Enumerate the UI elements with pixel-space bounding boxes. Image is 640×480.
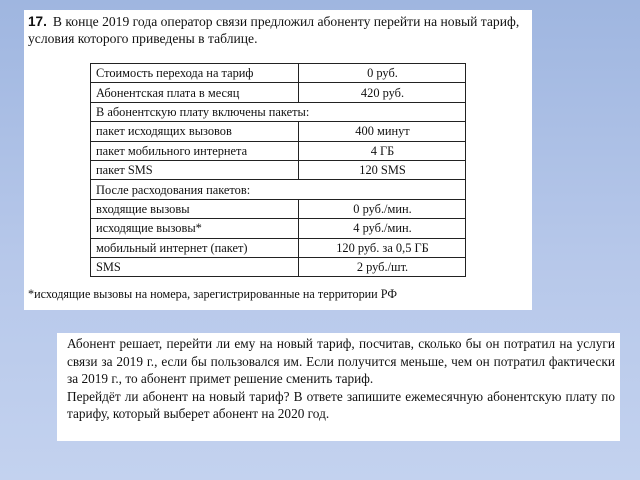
table-row xyxy=(91,219,466,238)
table-row xyxy=(91,141,466,160)
tariff-table xyxy=(90,63,466,277)
problem-card xyxy=(24,10,532,310)
table-cell-value: 0 руб./мин. xyxy=(299,199,466,218)
table-row xyxy=(91,83,466,102)
table-cell-value: 4 руб./мин. xyxy=(299,219,466,238)
table-cell-label: исходящие вызовы* xyxy=(91,219,299,238)
table-section-header: В абонентскую плату включены пакеты: xyxy=(91,102,466,121)
table-row xyxy=(91,238,466,257)
table-row xyxy=(91,160,466,179)
table-cell-value: 420 руб. xyxy=(299,83,466,102)
table-row xyxy=(91,102,466,121)
question-text xyxy=(67,335,615,423)
table-section-header: После расходования пакетов: xyxy=(91,180,466,199)
table-cell-label: Абонентская плата в месяц xyxy=(91,83,299,102)
table-cell-value: 4 ГБ xyxy=(299,141,466,160)
table-cell-label: пакет исходящих вызовов xyxy=(91,122,299,141)
table-row xyxy=(91,257,466,276)
task-text: В конце 2019 года оператор связи предложил абоненту перейти на новый тариф, условия которого приведены в таблице. xyxy=(28,14,520,46)
table-cell-value: 0 руб. xyxy=(299,64,466,83)
table-cell-value: 2 руб./шт. xyxy=(299,257,466,276)
question-paragraph-1: Абонент решает, перейти ли ему на новый тариф, посчитав, сколько бы он потратил на услуги связи за 2019 г., если бы пользовался им. Если получится меньше, чем он потратил фактически за 2019 г., то абонент примет решение сменить тариф. xyxy=(67,336,615,387)
table-row xyxy=(91,180,466,199)
table-cell-label: SMS xyxy=(91,257,299,276)
question-paragraph-2: Перейдёт ли абонент на новый тариф? В ответе запишите ежемесячную абонентскую плату по тарифу, который выберет абонент на 2020 год. xyxy=(67,388,615,422)
table-cell-label: Стоимость перехода на тариф xyxy=(91,64,299,83)
table-row xyxy=(91,122,466,141)
table-cell-label: пакет мобильного интернета xyxy=(91,141,299,160)
table-row xyxy=(91,199,466,218)
table-cell-value: 400 минут xyxy=(299,122,466,141)
table-cell-label: входящие вызовы xyxy=(91,199,299,218)
table-cell-label: мобильный интернет (пакет) xyxy=(91,238,299,257)
table-cell-label: пакет SMS xyxy=(91,160,299,179)
task-statement xyxy=(28,13,528,47)
table-cell-value: 120 SMS xyxy=(299,160,466,179)
task-number: 17. xyxy=(28,14,47,29)
table-cell-value: 120 руб. за 0,5 ГБ xyxy=(299,238,466,257)
table-row xyxy=(91,64,466,83)
footnote: *исходящие вызовы на номера, зарегистрированные на территории РФ xyxy=(28,287,397,301)
question-card xyxy=(57,333,620,441)
